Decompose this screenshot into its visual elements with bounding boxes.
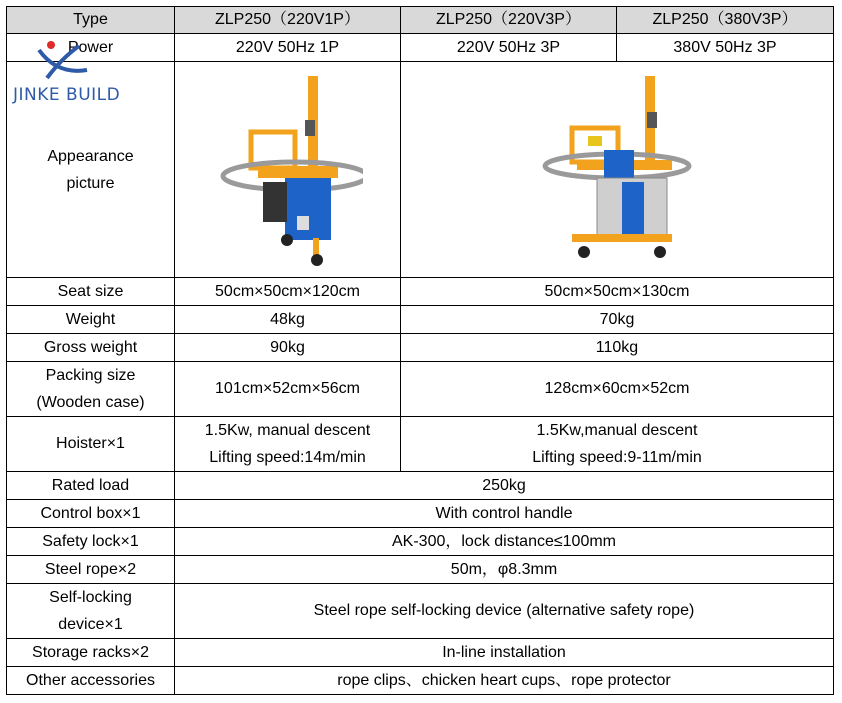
hoister-value-2 [401, 417, 834, 472]
header-model-220v1p: ZLP250（220V1P） [175, 7, 401, 34]
seat-size-label: Seat size [7, 278, 175, 306]
storage-racks-label: Storage racks×2 [7, 639, 175, 667]
appearance-picture-1 [175, 62, 401, 278]
rated-load-label: Rated load [7, 472, 175, 500]
power-value-3: 380V 50Hz 3P [617, 34, 834, 62]
steel-rope-value: 50m，φ8.3mm [175, 556, 834, 584]
control-box-row [7, 500, 834, 528]
power-value-1: 220V 50Hz 1P [175, 34, 401, 62]
power-label: Power [67, 38, 114, 56]
packing-size-value-2: 128cm×60cm×52cm [401, 362, 834, 417]
hoister-value-1-line1: 1.5Kw, manual descent [204, 422, 371, 439]
steel-rope-label: Steel rope×2 [7, 556, 175, 584]
storage-racks-row [7, 639, 834, 667]
weight-row [7, 306, 834, 334]
seat-size-value-1: 50cm×50cm×120cm [175, 278, 401, 306]
appearance-label-line1: Appearance [47, 147, 134, 165]
other-accessories-label: Other accessories [7, 667, 175, 695]
self-locking-label-line1: Self-locking [49, 589, 132, 606]
other-accessories-row [7, 667, 834, 695]
appearance-row [7, 62, 834, 278]
spec-table [6, 6, 834, 695]
packing-size-label-line2: (Wooden case) [36, 394, 145, 411]
hoister-value-1-line2: Lifting speed:14m/min [209, 449, 366, 466]
hoister-value-2-line2: Lifting speed:9-11m/min [532, 449, 702, 466]
storage-racks-value: In-line installation [175, 639, 834, 667]
safety-lock-label: Safety lock×1 [7, 528, 175, 556]
safety-lock-row [7, 528, 834, 556]
hoist-seat-3p-image [542, 70, 692, 270]
hoist-seat-220v1p-image [213, 70, 363, 270]
power-value-2: 220V 50Hz 3P [401, 34, 617, 62]
header-type: Type [7, 7, 175, 34]
weight-value-2: 70kg [401, 306, 834, 334]
hoister-label: Hoister×1 [7, 417, 175, 472]
header-row [7, 7, 834, 34]
appearance-label-cell [7, 62, 175, 278]
seat-size-row [7, 278, 834, 306]
rated-load-value: 250kg [175, 472, 834, 500]
seat-size-value-2: 50cm×50cm×130cm [401, 278, 834, 306]
safety-lock-value: AK-300，lock distance≤100mm [175, 528, 834, 556]
packing-size-value-1: 101cm×52cm×56cm [175, 362, 401, 417]
packing-size-row [7, 362, 834, 417]
self-locking-label [7, 584, 175, 639]
hoister-value-2-line1: 1.5Kw,manual descent [536, 422, 698, 439]
packing-size-label-line1: Packing size [45, 367, 136, 384]
rated-load-row [7, 472, 834, 500]
header-model-380v3p: ZLP250（380V3P） [617, 7, 834, 34]
packing-size-label [7, 362, 175, 417]
weight-label: Weight [7, 306, 175, 334]
other-accessories-value: rope clips、chicken heart cups、rope protector [175, 667, 834, 695]
logo-text: JINKE BUILD [13, 85, 121, 105]
gross-weight-value-1: 90kg [175, 334, 401, 362]
gross-weight-row [7, 334, 834, 362]
header-model-220v3p: ZLP250（220V3P） [401, 7, 617, 34]
control-box-label: Control box×1 [7, 500, 175, 528]
self-locking-row [7, 584, 834, 639]
gross-weight-value-2: 110kg [401, 334, 834, 362]
hoister-row [7, 417, 834, 472]
self-locking-label-line2: device×1 [58, 616, 123, 633]
control-box-value: With control handle [175, 500, 834, 528]
self-locking-value: Steel rope self-locking device (alternative safety rope) [175, 584, 834, 639]
gross-weight-label: Gross weight [7, 334, 175, 362]
appearance-picture-2 [401, 62, 834, 278]
hoister-value-1 [175, 417, 401, 472]
weight-value-1: 48kg [175, 306, 401, 334]
steel-rope-row [7, 556, 834, 584]
appearance-label-line2: picture [66, 174, 115, 192]
power-row [7, 34, 834, 62]
